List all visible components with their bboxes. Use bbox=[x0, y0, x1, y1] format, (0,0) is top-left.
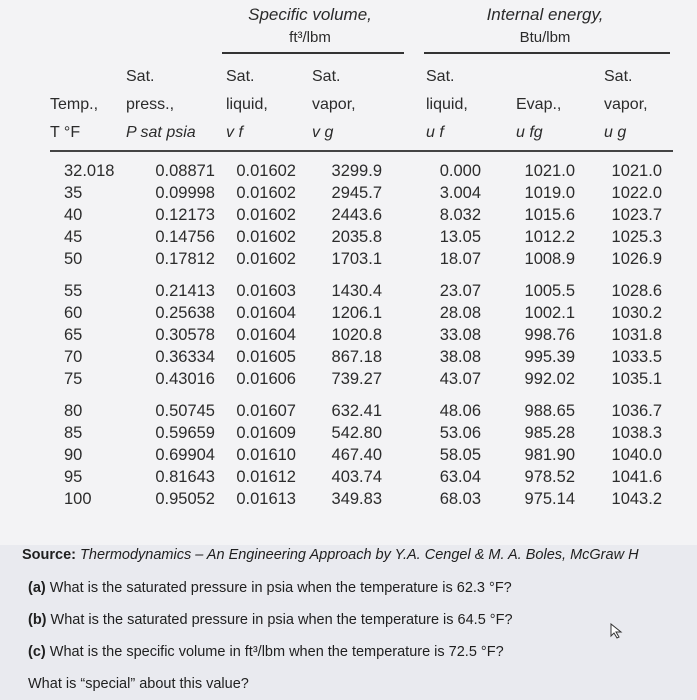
table-cell: 1012.2 bbox=[524, 228, 575, 246]
table-cell: 0.01602 bbox=[236, 162, 296, 180]
table-cell: 1015.6 bbox=[524, 206, 575, 224]
source-label: Source: bbox=[22, 547, 76, 563]
table-cell: 975.14 bbox=[524, 490, 575, 508]
table-cell: 1030.2 bbox=[611, 304, 662, 322]
table-cell: 0.81643 bbox=[155, 468, 215, 486]
table-cell: 23.07 bbox=[439, 282, 481, 300]
table-cell: 1206.1 bbox=[331, 304, 382, 322]
column-header-4-line1: Sat. bbox=[312, 68, 341, 85]
table-cell: 1005.5 bbox=[524, 282, 575, 300]
table-cell: 85 bbox=[64, 424, 83, 442]
internal-energy-title: Internal energy, bbox=[486, 5, 604, 24]
table-cell: 1022.0 bbox=[611, 184, 662, 202]
table-cell: 0.09998 bbox=[155, 184, 215, 202]
table-cell: 60 bbox=[64, 304, 83, 322]
column-header-5-line2: liquid, bbox=[426, 96, 468, 113]
table-cell: 1031.8 bbox=[611, 326, 662, 344]
table-cell: 1038.3 bbox=[611, 424, 662, 442]
table-cell: 43.07 bbox=[439, 370, 481, 388]
table-cell: 988.65 bbox=[524, 402, 575, 420]
table-cell: 0.30578 bbox=[155, 326, 215, 344]
table-cell: 90 bbox=[64, 446, 83, 464]
table-cell: 1021.0 bbox=[524, 162, 575, 180]
column-header-5-line1: Sat. bbox=[426, 68, 455, 85]
table-cell: 70 bbox=[64, 348, 83, 366]
table-cell: 0.01609 bbox=[236, 424, 296, 442]
table-cell: 0.69904 bbox=[155, 446, 215, 464]
table-cell: 0.14756 bbox=[155, 228, 215, 246]
table-cell: 40 bbox=[64, 206, 83, 224]
table-cell: 65 bbox=[64, 326, 83, 344]
table-cell: 80 bbox=[64, 402, 83, 420]
question-text: What is the specific volume in ft³/lbm when the temperature is 72.5 °F? bbox=[45, 644, 504, 660]
table-cell: 45 bbox=[64, 228, 83, 246]
table-cell: 1021.0 bbox=[611, 162, 662, 180]
table-cell: 0.01610 bbox=[236, 446, 296, 464]
table-cell: 998.76 bbox=[524, 326, 575, 344]
table-cell: 0.59659 bbox=[155, 424, 215, 442]
column-header-3-line2: liquid, bbox=[226, 96, 268, 113]
question-b bbox=[28, 612, 513, 628]
question-text: What is the saturated pressure in psia when the temperature is 64.5 °F? bbox=[46, 612, 513, 628]
source-text: Thermodynamics – An Engineering Approach by Y.A. Cengel & M. A. Boles, McGraw H bbox=[76, 547, 639, 563]
header-rule bbox=[50, 150, 673, 152]
table-cell: 0.08871 bbox=[155, 162, 215, 180]
table-cell: 0.95052 bbox=[155, 490, 215, 508]
table-cell: 1002.1 bbox=[524, 304, 575, 322]
table-cell: 13.05 bbox=[439, 228, 481, 246]
question-a bbox=[28, 580, 512, 596]
table-cell: 2443.6 bbox=[331, 206, 382, 224]
table-cell: 978.52 bbox=[524, 468, 575, 486]
table-cell: 0.12173 bbox=[155, 206, 215, 224]
table-cell: 981.90 bbox=[524, 446, 575, 464]
table-cell: 1008.9 bbox=[524, 250, 575, 268]
table-cell: 1035.1 bbox=[611, 370, 662, 388]
table-cell: 0.01607 bbox=[236, 402, 296, 420]
table-cell: 0.43016 bbox=[155, 370, 215, 388]
table-cell: 0.01602 bbox=[236, 206, 296, 224]
table-cell: 28.08 bbox=[439, 304, 481, 322]
table-cell: 467.40 bbox=[331, 446, 382, 464]
question-label: (c) bbox=[28, 644, 46, 660]
table-cell: 0.01604 bbox=[236, 326, 296, 344]
table-cell: 75 bbox=[64, 370, 83, 388]
table-cell: 1041.6 bbox=[611, 468, 662, 486]
table-cell: 1430.4 bbox=[331, 282, 382, 300]
specific-volume-unit: ft³/lbm bbox=[289, 29, 331, 46]
table-cell: 0.36334 bbox=[155, 348, 215, 366]
table-cell: 0.01602 bbox=[236, 228, 296, 246]
table-cell: 0.000 bbox=[439, 162, 481, 180]
table-cell: 349.83 bbox=[331, 490, 382, 508]
table-cell: 55 bbox=[64, 282, 83, 300]
table-cell: 542.80 bbox=[331, 424, 382, 442]
table-cell: 867.18 bbox=[331, 348, 382, 366]
table-cell: 1036.7 bbox=[611, 402, 662, 420]
table-cell: 739.27 bbox=[331, 370, 382, 388]
table-cell: 1033.5 bbox=[611, 348, 662, 366]
table-cell: 1040.0 bbox=[611, 446, 662, 464]
mouse-pointer-icon bbox=[610, 623, 624, 639]
table-cell: 53.06 bbox=[439, 424, 481, 442]
source-citation bbox=[22, 547, 639, 563]
column-header-5-line3: u f bbox=[426, 124, 444, 141]
table-cell: 0.01604 bbox=[236, 304, 296, 322]
column-header-7-line3: u g bbox=[604, 124, 627, 141]
question-c-followup bbox=[28, 676, 249, 692]
table-cell: 63.04 bbox=[439, 468, 481, 486]
table-cell: 1025.3 bbox=[611, 228, 662, 246]
table-cell: 992.02 bbox=[524, 370, 575, 388]
table-cell: 0.01606 bbox=[236, 370, 296, 388]
specific-volume-underline bbox=[222, 52, 404, 54]
table-cell: 0.01603 bbox=[236, 282, 296, 300]
column-header-3-line1: Sat. bbox=[226, 68, 255, 85]
table-cell: 38.08 bbox=[439, 348, 481, 366]
table-cell: 1023.7 bbox=[611, 206, 662, 224]
column-header-1-line3: T °F bbox=[50, 124, 81, 141]
table-cell: 3299.9 bbox=[331, 162, 382, 180]
column-header-1-line2: Temp., bbox=[50, 96, 99, 113]
table-cell: 0.01602 bbox=[236, 250, 296, 268]
table-cell: 1043.2 bbox=[611, 490, 662, 508]
table-cell: 985.28 bbox=[524, 424, 575, 442]
table-cell: 68.03 bbox=[439, 490, 481, 508]
table-cell: 8.032 bbox=[439, 206, 481, 224]
table-cell: 1703.1 bbox=[331, 250, 382, 268]
table-cell: 95 bbox=[64, 468, 83, 486]
column-header-2-line1: Sat. bbox=[126, 68, 155, 85]
table-cell: 35 bbox=[64, 184, 83, 202]
table-cell: 0.50745 bbox=[155, 402, 215, 420]
question-text: What is the saturated pressure in psia when the temperature is 62.3 °F? bbox=[45, 580, 512, 596]
table-cell: 58.05 bbox=[439, 446, 481, 464]
table-cell: 0.01612 bbox=[236, 468, 296, 486]
internal-energy-unit: Btu/lbm bbox=[519, 29, 571, 46]
column-header-6-line3: u fg bbox=[516, 124, 543, 141]
column-header-2-line2: press., bbox=[126, 96, 175, 113]
question-c bbox=[28, 644, 504, 660]
column-header-2-line3: P sat psia bbox=[126, 124, 196, 141]
table-cell: 50 bbox=[64, 250, 83, 268]
table-cell: 0.01602 bbox=[236, 184, 296, 202]
table-cell: 3.004 bbox=[439, 184, 481, 202]
table-cell: 632.41 bbox=[331, 402, 382, 420]
table-cell: 18.07 bbox=[439, 250, 481, 268]
table-cell: 1028.6 bbox=[611, 282, 662, 300]
column-header-4-line3: v g bbox=[312, 124, 334, 141]
table-cell: 0.17812 bbox=[155, 250, 215, 268]
table-cell: 0.25638 bbox=[155, 304, 215, 322]
table-cell: 995.39 bbox=[524, 348, 575, 366]
table-cell: 100 bbox=[64, 490, 92, 508]
specific-volume-title: Specific volume, bbox=[248, 5, 372, 24]
table-cell: 2035.8 bbox=[331, 228, 382, 246]
column-header-4-line2: vapor, bbox=[312, 96, 356, 113]
table-cell: 48.06 bbox=[439, 402, 481, 420]
internal-energy-underline bbox=[424, 52, 670, 54]
table-cell: 403.74 bbox=[331, 468, 382, 486]
question-text: What is “special” about this value? bbox=[28, 676, 249, 692]
table-cell: 32.018 bbox=[64, 162, 115, 180]
table-cell: 0.01613 bbox=[236, 490, 296, 508]
column-header-6-line2: Evap., bbox=[516, 96, 562, 113]
table-cell: 1019.0 bbox=[524, 184, 575, 202]
table-cell: 1020.8 bbox=[331, 326, 382, 344]
table-cell: 33.08 bbox=[439, 326, 481, 344]
table-cell: 1026.9 bbox=[611, 250, 662, 268]
question-label: (a) bbox=[28, 580, 46, 596]
column-header-7-line2: vapor, bbox=[604, 96, 648, 113]
table-cell: 0.21413 bbox=[155, 282, 215, 300]
table-cell: 2945.7 bbox=[331, 184, 382, 202]
question-label: (b) bbox=[28, 612, 47, 628]
column-header-3-line3: v f bbox=[226, 124, 243, 141]
column-header-7-line1: Sat. bbox=[604, 68, 633, 85]
table-cell: 0.01605 bbox=[236, 348, 296, 366]
